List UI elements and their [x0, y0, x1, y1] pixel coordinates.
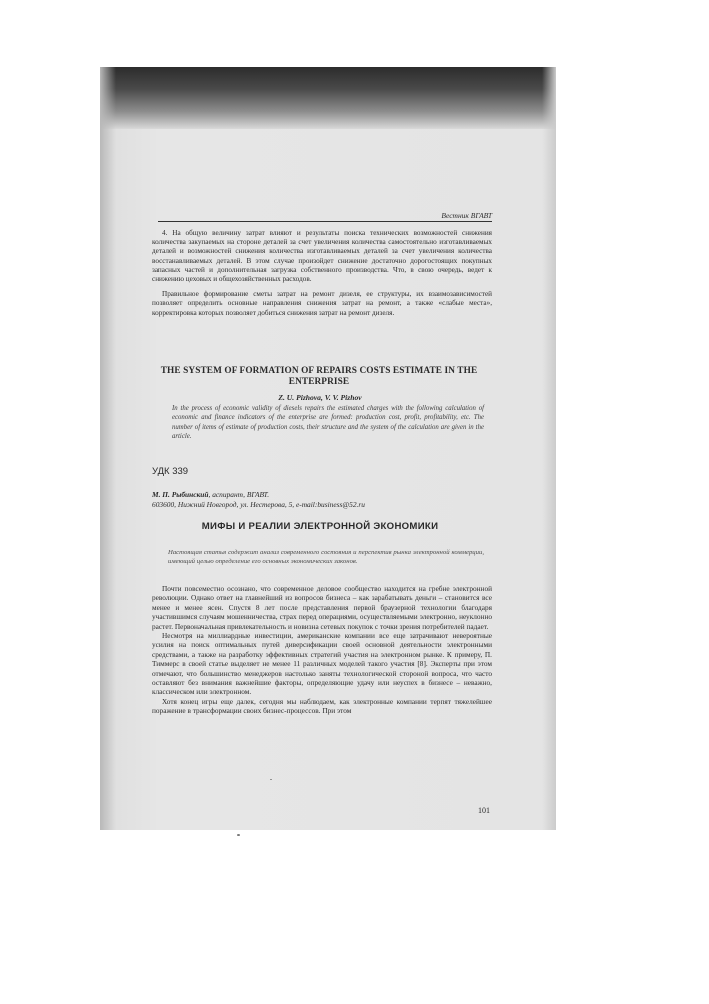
article-body [152, 584, 492, 716]
paragraph: Несмотря на миллиардные инвестиции, американские компании все еще затрачивают невероятные усилия на поиск оптимальных путей диверсификации своей основной деятельности электронными средствами, а также на разработку эффективных стратегий участия на электронном рынке. К примеру, П. Тиммерс в своей статье выделяет не менее 11 различных моделей такого участия [8]. Эксперты при этом отмечают, что большинство менеджеров настолько заняты технологической стороной вопроса, что часто оставляют без внимания важнейшие факторы, определяющие удачу или неуспех в бизнесе – неважно, классическом или электронном. [152, 631, 492, 697]
scan-shadow-right [542, 67, 556, 830]
article-abstract: Настоящая статья содержит анализ современного состояния и перспектив рынка электронной коммерции, имеющий целью определение его основных экономических законов. [168, 549, 484, 565]
author-info [152, 490, 492, 509]
paragraph: Почти повсеместно осознано, что современное деловое сообщество находится на гребне электронной революции. Однако ответ на главнейший из вопросов бизнеса – как зарабатывать деньги – становится все менее и менее ясен. Спустя 8 лет после представления первой браузерной технологии благодаря участившимся случаям мошенничества, страх перед операциями, осуществляемыми электронно, неуклонно растет. Первоначальная привлекательность и новизна сетевых покупок с точки зрения потребителей падает. [152, 584, 492, 631]
page-number: 101 [478, 806, 490, 815]
author-name: М. П. Рыбинский [152, 490, 209, 499]
udk-code: УДК 339 [152, 466, 189, 477]
article-title: МИФЫ И РЕАЛИИ ЭЛЕКТРОННОЙ ЭКОНОМИКИ [201, 521, 439, 532]
scan-speck [270, 779, 272, 780]
scan-shadow-left [100, 67, 116, 830]
top-text [152, 229, 492, 318]
paragraph: Правильное формирование сметы затрат на ремонт дизеля, ее структуры, их взаимозависимостей позволяет определить основные направления снижения затрат на ремонт, а также «слабые места», корректировка которых позволяет добиться снижения затрат на ремонт дизеля. [152, 290, 492, 317]
journal-header: Вестник ВГАВТ [158, 211, 492, 222]
english-article-authors: Z. U. Pizhova, V. V. Pizhov [278, 393, 362, 402]
english-article-abstract: In the process of economic validity of diesels repairs the estimated charges with the following calculation of economic and finance indicators of the enterprise are formed: production cost, profit, profitability, etc. The number of items of estimate of production costs, their structure and the system of the calculation are given in the article. [172, 405, 484, 441]
paragraph: Хотя конец игры еще далек, сегодня мы наблюдаем, как электронные компании терпят тяжелейшее поражение в трансформации своих бизнес-процессов. При этом [152, 696, 492, 716]
scan-shadow-top [100, 67, 556, 129]
author-affiliation: , аспирант, ВГАВТ. [208, 490, 270, 499]
english-article-title: THE SYSTEM OF FORMATION OF REPAIRS COSTS ESTIMATE IN THE ENTERPRISE [160, 366, 478, 387]
scan-speck [237, 834, 240, 836]
author-address: 603600, Нижний Новгород, ул. Нестерова, 5, e-mail:business@52.ru [152, 499, 365, 509]
paragraph: 4. На общую величину затрат влияют и результаты поиска технических возможностей снижения количества закупаемых на стороне деталей за счет увеличения количества самостоятельно изготавливаемых деталей и возможностей снижения количества изготавливаемых деталей за счет увеличения количества восстанавливаемых деталей. В этом случае произойдет снижение достаточно дорогостоящих покупных запасных частей и дополнительная загрузка собственного производства. Что, в свою очередь, ведет к снижению цеховых и общехозяйственных расходов. [152, 229, 492, 284]
